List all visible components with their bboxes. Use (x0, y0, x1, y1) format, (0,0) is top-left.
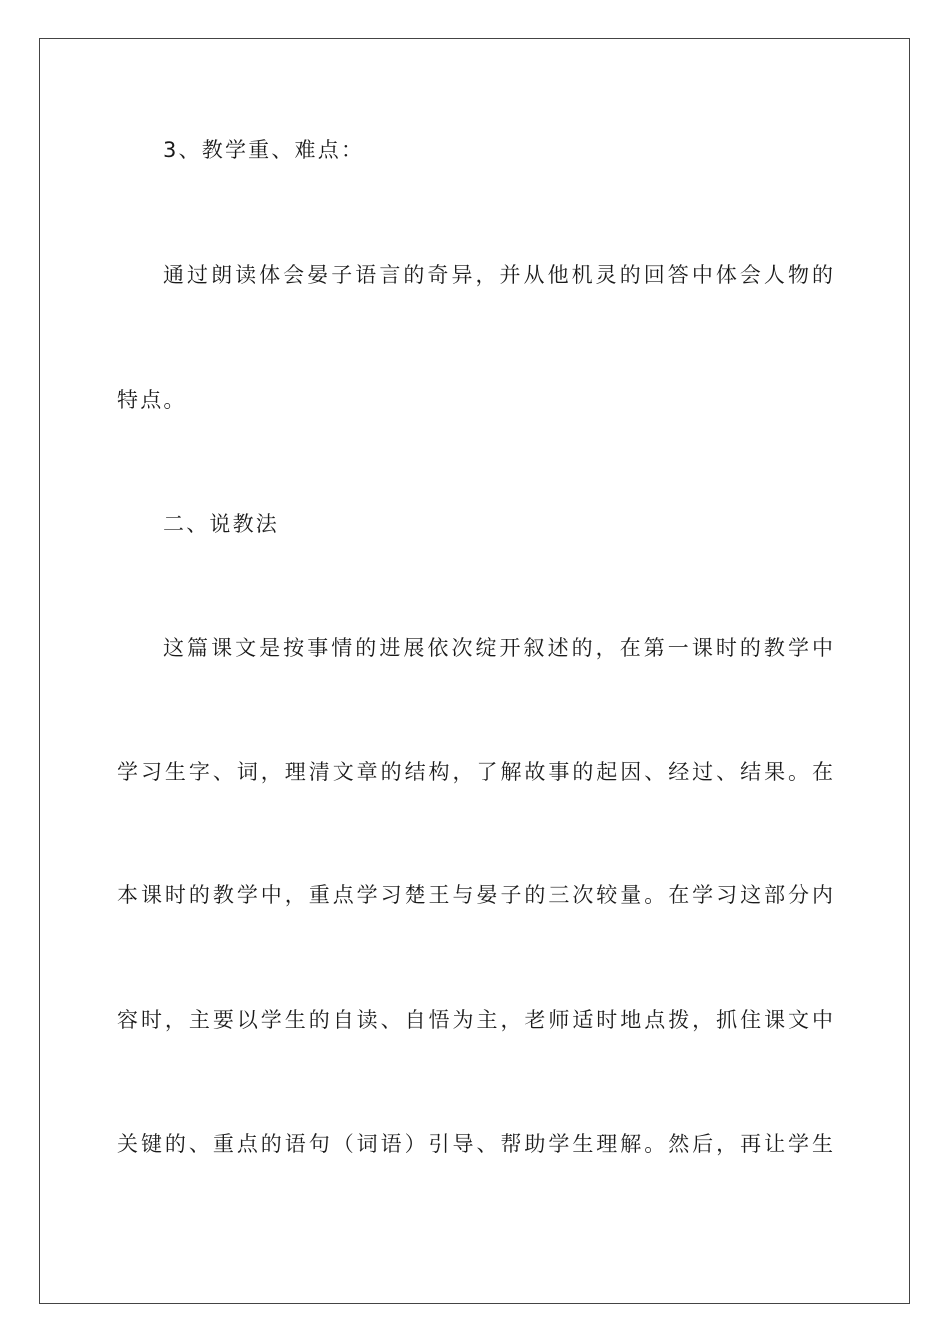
paragraph-line: 容时，主要以学生的自读、自悟为主，老师适时地点拨，抓住课文中 (117, 1008, 833, 1032)
paragraph-line: 学习生字、词，理清文章的结构，了解故事的起因、经过、结果。在 (117, 760, 833, 784)
paragraph-line: 这篇课文是按事情的进展依次绽开叙述的，在第一课时的教学中 (163, 636, 833, 660)
paragraph-line: 本课时的教学中，重点学习楚王与晏子的三次较量。在学习这部分内 (117, 883, 833, 907)
paragraph-line: 关键的、重点的语句（词语）引导、帮助学生理解。然后，再让学生 (117, 1132, 833, 1156)
section-heading-teaching-method: 二、说教法 (163, 512, 279, 536)
paragraph-line: 特点。 (117, 388, 187, 412)
paragraph-line: 通过朗读体会晏子语言的奇异，并从他机灵的回答中体会人物的 (163, 263, 833, 287)
subheading-key-points: 3、教学重、难点： (163, 138, 365, 162)
page-frame (39, 38, 910, 1304)
